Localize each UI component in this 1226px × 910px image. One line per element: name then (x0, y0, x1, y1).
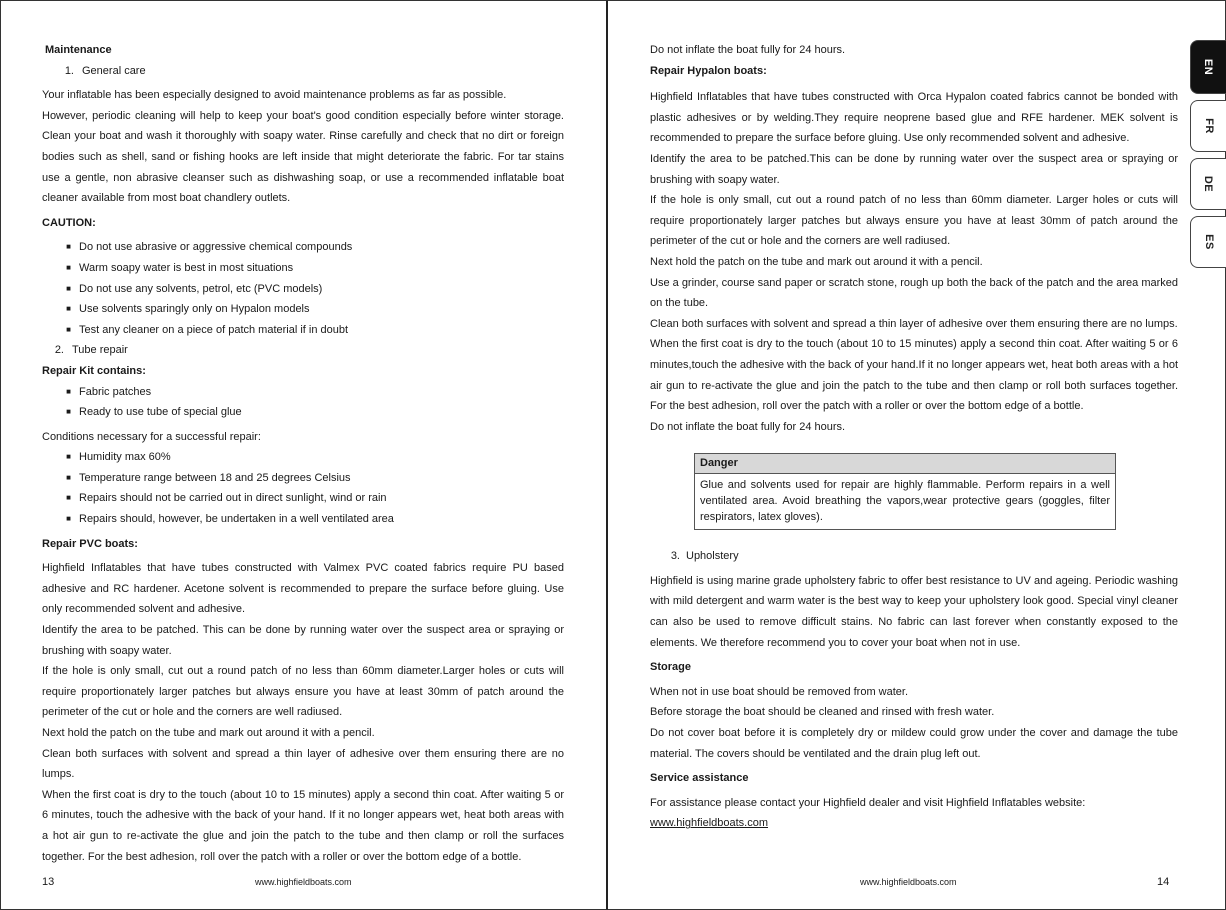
pvc-paragraph-5: Clean both surfaces with solvent and spread a thin layer of adhesive over them ensuring there are no lumps. (42, 747, 564, 781)
list-item: ■ Use solvents sparingly only on Hypalon models (42, 299, 564, 320)
maintenance-title: Maintenance (45, 44, 112, 56)
tube-repair-heading (42, 340, 564, 361)
tab-fr[interactable]: FR (1190, 100, 1226, 152)
bullet-icon: ■ (66, 472, 71, 482)
upholstery-paragraph: Highfield is using marine grade upholstery fabric to offer best resistance to UV and ageing. Periodic washing with mild detergent and warm water is the best way to keep your upholstery look good. Special vinyl cleaner can also be used to remove difficult stains. No fabric can last forever when constantly exposed to the elements. We therefore recommend you to cover your boat when not in use. (650, 574, 1178, 649)
hypalon-paragraph-8: Do not inflate the boat fully for 24 hours. (650, 420, 846, 433)
bullet-icon: ■ (66, 493, 71, 503)
pvc-paragraph-6: When the first coat is dry to the touch (about 10 to 15 minutes) apply a second thin coat. After waiting 5 or 6 minutes, touch the adhesive with the back of your hand. If it no longer appears wet, heat both areas with a hot air gun to re-activate the glue and join the patch to the tube and then clamp or roll the surfaces together. For the best adhesion, roll over the patch with a roller or over the bottom edge of a bottle. (42, 788, 564, 863)
left-content (42, 40, 564, 867)
list-item: ■ Warm soapy water is best in most situations (42, 258, 564, 279)
list-item: ■ Humidity max 60% (42, 447, 564, 468)
general-care-number: 1. (64, 64, 74, 77)
repair-kit-list (42, 382, 564, 423)
hypalon-paragraph-5: Use a grinder, course sand paper or scratch stone, rough up both the back of the patch and the area marked on the tube. (650, 276, 1178, 310)
caution-list (42, 237, 564, 340)
right-page (607, 0, 1226, 910)
bullet-icon: ■ (66, 407, 71, 417)
tab-en[interactable]: EN (1190, 40, 1226, 94)
list-item: ■ Fabric patches (42, 382, 564, 403)
list-item: ■ Do not use abrasive or aggressive chemical compounds (42, 237, 564, 258)
upholstery-heading (650, 546, 1178, 567)
storage-label: Storage (650, 661, 691, 674)
pvc-paragraph-1: Highfield Inflatables that have tubes constructed with Valmex PVC coated fabrics require PU based adhesive and RC hardener. Acetone solvent is recommended to prepare the surface before gluing. Use only recommended solvent and adhesive. (42, 562, 564, 616)
bullet-icon: ■ (66, 514, 71, 524)
general-care-label: General care (82, 64, 146, 77)
pvc-paragraph-2: Identify the area to be patched. This can be done by running water over the suspect area or spraying or brushing with soapy water. (42, 624, 564, 657)
danger-title: Danger (695, 454, 1115, 474)
tab-es[interactable]: ES (1190, 216, 1226, 268)
bullet-icon: ■ (66, 324, 71, 334)
bullet-icon: ■ (66, 283, 71, 293)
danger-box (694, 453, 1116, 530)
repair-pvc-label: Repair PVC boats: (42, 537, 138, 550)
bullet-icon: ■ (66, 242, 71, 252)
storage-paragraph-2: Before storage the boat should be cleaned and rinsed with fresh water. (650, 706, 995, 719)
website-link[interactable]: www.highfieldboats.com (650, 817, 769, 830)
hypalon-paragraph-2: Identify the area to be patched.This can be done by running water over the suspect area or spraying or brushing with soapy water. (650, 152, 1178, 186)
pvc-paragraph-4: Next hold the patch on the tube and mark out around it with a pencil. (42, 727, 375, 739)
hypalon-paragraph-4: Next hold the patch on the tube and mark out around it with a pencil. (650, 255, 983, 268)
upholstery-number: 3. (670, 550, 680, 563)
page-number-right: 14 (1157, 876, 1170, 888)
danger-text: Glue and solvents used for repair are highly flammable. Perform repairs in a well ventilated area. Avoid breathing the vapors,wear protective gears (goggles, filter respirators, latex gloves). (700, 479, 1110, 524)
list-item: ■ Repairs should not be carried out in direct sunlight, wind or rain (42, 488, 564, 509)
storage-paragraph-1: When not in use boat should be removed from water. (650, 685, 909, 698)
hypalon-paragraph-7: When the first coat is dry to the touch (about 10 to 15 minutes) apply a second thin coat. After waiting 5 or 6 minutes,touch the adhesive with the back of your hand.If it no longer appears wet, heat both areas with a hot air gun to re-activate the glue and join the patch to the tube and then clamp or roll both surfaces together. For the best adhesion, roll over the patch with a roller or over the bottom edge of a bottle. (650, 338, 1178, 413)
bullet-icon: ■ (66, 452, 71, 462)
storage-paragraph-3: Do not cover boat before it is completely dry or mildew could grow under the cover and damage the tube material. The covers should be ventilated and the drain plug left out. (650, 727, 1178, 760)
list-item: ■ Repairs should, however, be undertaken in a well ventilated area (42, 509, 564, 530)
service-paragraph: For assistance please contact your Highfield dealer and visit Highfield Inflatables website: (650, 796, 1086, 809)
service-assistance-label: Service assistance (650, 772, 749, 785)
bullet-icon: ■ (66, 386, 71, 396)
general-care-paragraph: However, periodic cleaning will help to keep your boat's good condition especially before winter storage. Clean your boat and wash it thoroughly with soapy water. Rinse carefully and check that no dirt or foreign bodies such as shell, sand or fishing hooks are left inside that might deteriorate the fabric. For tar stains use a gentle, non abrasive cleanser such as dishwashing soap, or use a recommended inflatable boat cleaner available from most boat chandlery outlets. (42, 109, 564, 205)
right-content (650, 40, 1178, 834)
upholstery-label: Upholstery (686, 550, 739, 563)
tube-repair-number: 2. (54, 344, 64, 357)
list-item: ■ Ready to use tube of special glue (42, 402, 564, 423)
list-item: ■ Test any cleaner on a piece of patch material if in doubt (42, 320, 564, 341)
hypalon-paragraph-6: Clean both surfaces with solvent and spread a thin layer of adhesive over them ensuring there are no lumps. (650, 317, 1178, 330)
pvc-paragraph-3: If the hole is only small, cut out a round patch of no less than 60mm diameter.Larger holes or cuts will require proportionately larger patches but always ensure you have at least 30mm of patch around the perimeter of the cut or hole and the corners are well radiused. (42, 665, 564, 719)
language-tabs (1190, 40, 1226, 274)
conditions-label: Conditions necessary for a successful repair: (42, 430, 261, 443)
conditions-list (42, 447, 564, 529)
bullet-icon: ■ (66, 304, 71, 314)
footer-url-right: www.highfieldboats.com (860, 877, 957, 887)
general-care-intro: Your inflatable has been especially designed to avoid maintenance problems as far as possible. (42, 89, 507, 102)
caution-label: CAUTION: (42, 216, 96, 229)
inflate-note-top: Do not inflate the boat fully for 24 hours. (650, 44, 846, 56)
footer-url-left: www.highfieldboats.com (255, 877, 352, 887)
hypalon-paragraph-3: If the hole is only small, cut out a round patch of no less than 60mm diameter. Larger holes or cuts will require proportionately larger patches but always ensure you have at least 30mm of patch around the perimeter of the cut or hole and the corners are well radiused. (650, 194, 1178, 248)
hypalon-paragraph-1: Highfield Inflatables that have tubes constructed with Orca Hypalon coated fabrics cannot be bonded with plastic adhesives or by welding.They require neoprene based glue and RFE hardener. MEK solvent is recommended to prepare the surface before gluing. Use only recommended solvent and adhesive. (650, 91, 1178, 145)
repair-hypalon-label: Repair Hypalon boats: (650, 64, 767, 77)
general-care-heading (42, 61, 564, 82)
left-page (0, 0, 608, 910)
list-item: ■ Do not use any solvents, petrol, etc (PVC models) (42, 279, 564, 300)
tube-repair-label: Tube repair (72, 344, 128, 357)
bullet-icon: ■ (66, 262, 71, 272)
repair-kit-label: Repair Kit contains: (42, 364, 146, 377)
tab-de[interactable]: DE (1190, 158, 1226, 210)
page-number-left: 13 (42, 876, 55, 888)
list-item: ■ Temperature range between 18 and 25 degrees Celsius (42, 468, 564, 489)
